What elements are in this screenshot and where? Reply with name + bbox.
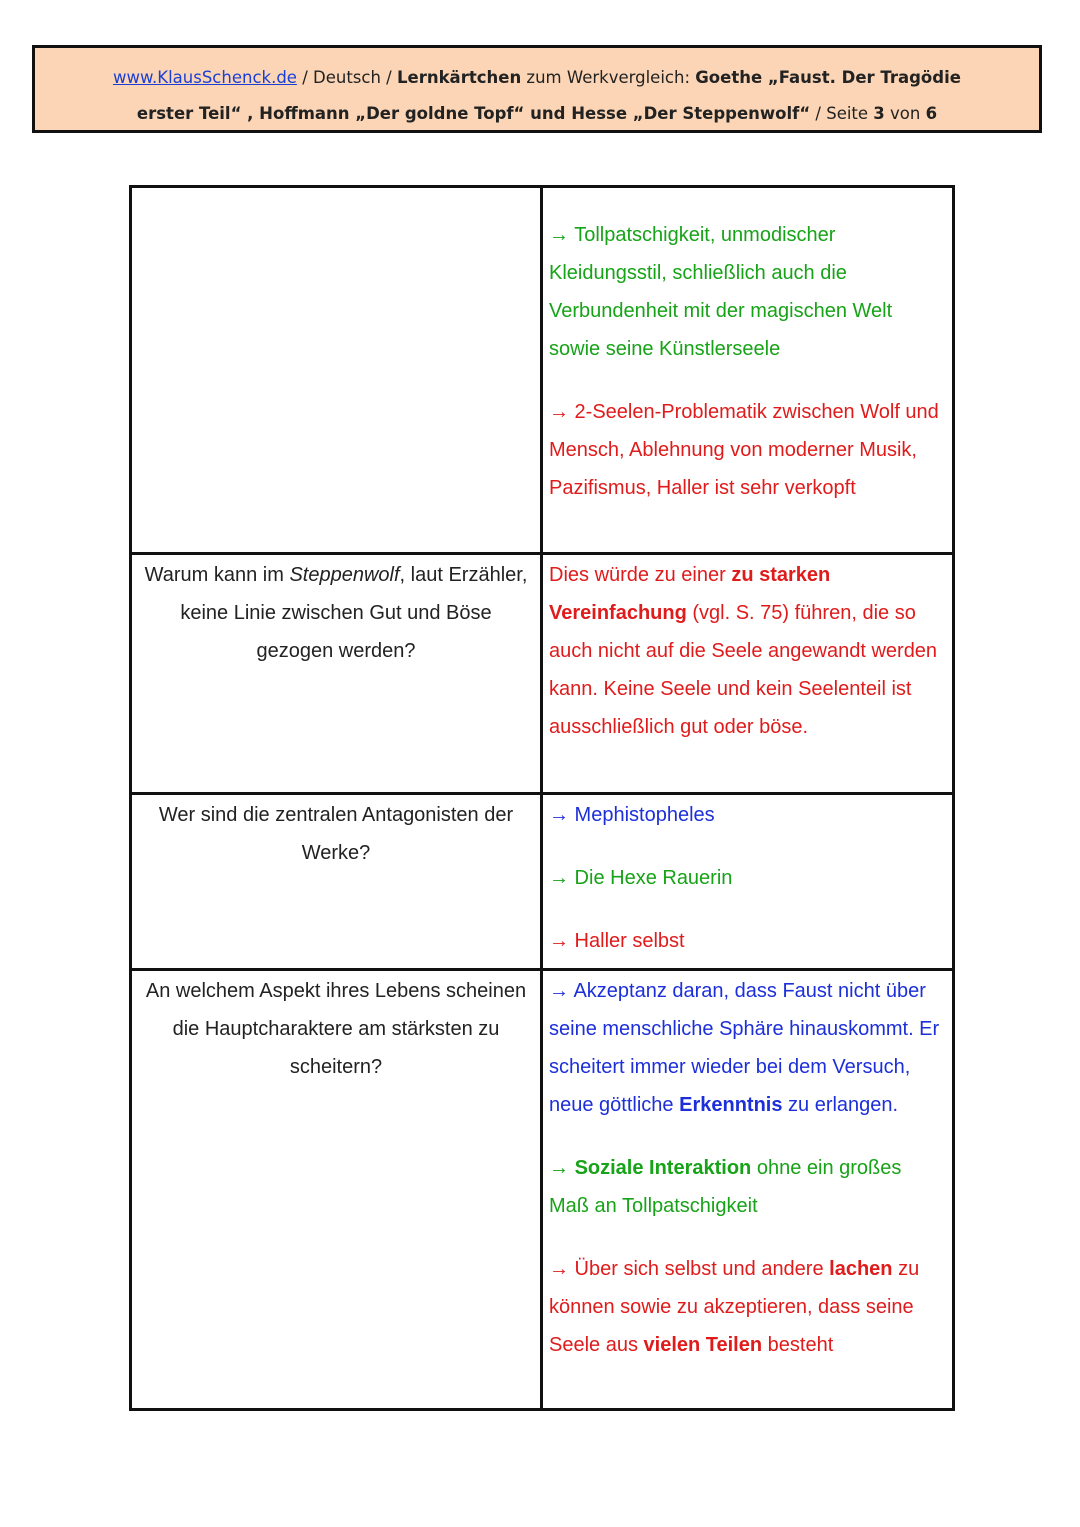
answer-hesse: → 2-Seelen-Problematik zwischen Wolf und Mensch, Ablehnung von moderner Musik, Pazifismus, Haller ist sehr verkopft bbox=[549, 401, 939, 499]
flashcard-row bbox=[131, 554, 954, 794]
answer-faust: → Mephistopheles bbox=[549, 804, 715, 826]
page-header bbox=[32, 45, 1042, 133]
answer-hoffmann: → Tollpatschigkeit, unmodischer Kleidungsstil, schließlich auch die Verbundenheit mit der magischen Welt sowie seine Künstlerseele bbox=[549, 224, 893, 360]
header-line-2 bbox=[35, 96, 1039, 132]
question-cell bbox=[131, 187, 542, 554]
question-text: , laut Erzähler, keine Linie zwischen Gut und Böse gezogen werden? bbox=[180, 564, 528, 662]
header-line-1 bbox=[35, 60, 1039, 96]
answer-keyword: Soziale Interaktion bbox=[574, 1157, 752, 1179]
answer-cell bbox=[542, 794, 954, 970]
answer-text: zu erlangen. bbox=[782, 1094, 899, 1116]
answer-cell bbox=[542, 554, 954, 794]
page-of: von bbox=[884, 104, 926, 123]
answer-text: ohne ein großes Maß an Tollpatschigkeit bbox=[549, 1157, 902, 1217]
header-intro: zum Werkvergleich: bbox=[521, 68, 696, 87]
answer-keyword: lachen bbox=[829, 1258, 893, 1280]
page-label: / Seite bbox=[810, 104, 874, 123]
answer-hesse: → Haller selbst bbox=[549, 930, 685, 952]
question-cell bbox=[131, 554, 542, 794]
flashcard-row bbox=[131, 187, 954, 554]
flashcard-table bbox=[129, 185, 955, 1411]
answer-text: → Über sich selbst und andere bbox=[549, 1258, 830, 1280]
answer-text: besteht bbox=[762, 1334, 834, 1356]
page-current: 3 bbox=[873, 104, 885, 123]
answer-hoffmann bbox=[549, 1149, 942, 1225]
question-text: Warum kann im bbox=[144, 564, 290, 586]
flashcard-row bbox=[131, 794, 954, 970]
site-link[interactable]: www.KlausSchenck.de bbox=[113, 68, 297, 87]
answer-text: (vgl. S. 75) führen, die so auch nicht auf die Seele angewandt werden kann. Keine Seele und kein Seelenteil ist ausschließlich gut oder böse. bbox=[549, 602, 938, 738]
answer-text: → Akzeptanz daran, dass Faust nicht über seine menschliche Sphäre hinauskommt. Er scheitert immer wieder bei dem Versuch, neue göttliche bbox=[549, 980, 940, 1116]
header-title-1: Goethe „Faust. Der Tragödie bbox=[695, 68, 961, 87]
answer-cell bbox=[542, 970, 954, 1410]
subject: Deutsch bbox=[313, 68, 381, 87]
answer-text: zu können sowie zu akzeptieren, dass seine Seele aus bbox=[549, 1258, 920, 1356]
question-title-italic: Steppenwolf bbox=[289, 564, 400, 586]
answer-faust bbox=[549, 972, 942, 1124]
header-sep: / bbox=[380, 68, 397, 87]
answer-arrow: → bbox=[549, 1157, 575, 1179]
answer-hesse bbox=[549, 1250, 942, 1364]
header-title-2: erster Teil“ , Hoffmann „Der goldne Topf“ und Hesse „Der Steppenwolf“ bbox=[136, 104, 811, 123]
answer-keyword: zu starken Vereinfachung bbox=[549, 564, 831, 624]
doc-type: Lernkärtchen bbox=[397, 68, 522, 87]
answer-keyword: vielen Teilen bbox=[643, 1334, 763, 1356]
page-total: 6 bbox=[925, 104, 938, 123]
answer-hoffmann: → Die Hexe Rauerin bbox=[549, 867, 733, 889]
header-sep: / bbox=[296, 68, 314, 87]
answer-keyword: Erkenntnis bbox=[679, 1094, 783, 1116]
question-cell: Wer sind die zentralen Antagonisten der Werke? bbox=[131, 794, 542, 970]
answer-cell bbox=[542, 187, 954, 554]
flashcard-row bbox=[131, 970, 954, 1410]
question-cell: An welchem Aspekt ihres Lebens scheinen die Hauptcharaktere am stärksten zu scheitern? bbox=[131, 970, 542, 1410]
answer-text: Dies würde zu einer bbox=[549, 564, 732, 586]
